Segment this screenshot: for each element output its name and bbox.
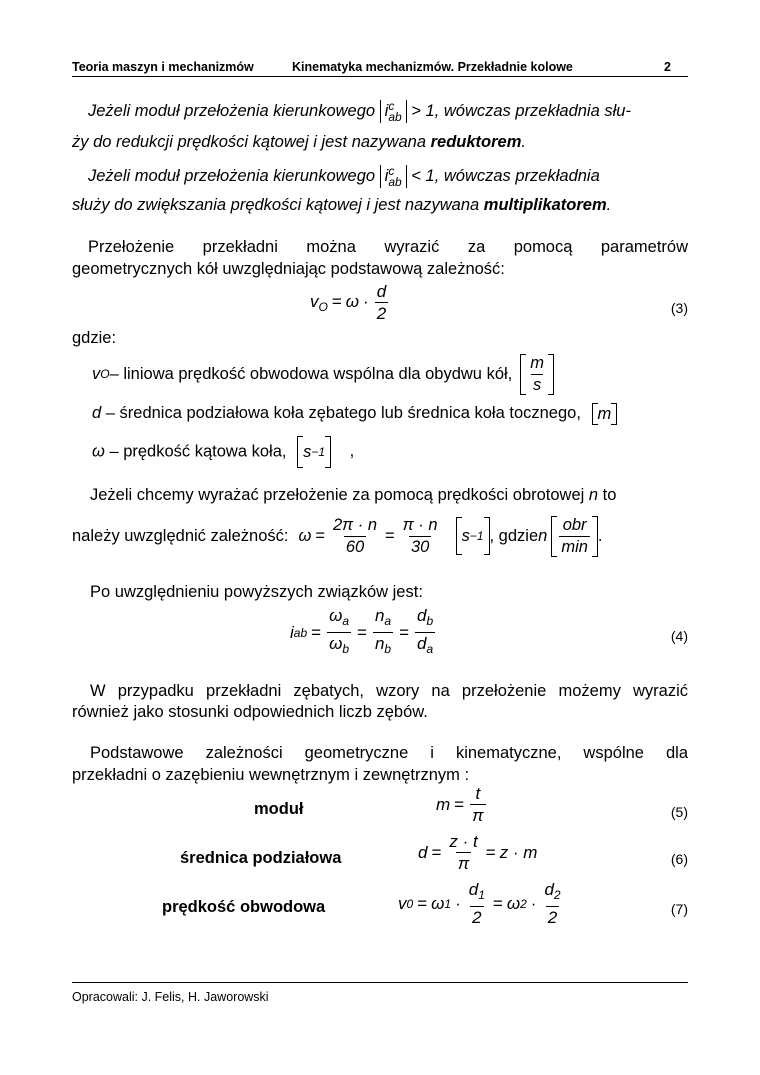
label-modul: moduł (254, 800, 304, 818)
header-center: Kinematyka mechanizmów. Przekładnie kolowe (292, 60, 573, 74)
para4-line1: Jeżeli chcemy wyrażać przełożenie za pomocą prędkości obrotowej n to (90, 486, 617, 504)
para5: Po uwzględnieniu powyższych związków jest: (90, 583, 423, 601)
def-d: d – średnica podziałowa koła zębatego lub średnica koła tocznego, m (92, 402, 617, 425)
eq-number-4: (4) (670, 628, 688, 644)
eq-number-6: (6) (670, 851, 688, 867)
term-multiplikator: multiplikatorem (483, 196, 607, 214)
para7-line2: przekładni o zazębieniu wewnętrznym i zewnętrznym : (72, 766, 470, 784)
unit-per-second-2: s −1 (456, 517, 490, 555)
header-left: Teoria maszyn i mechanizmów (72, 60, 254, 74)
equation-5: m = $\frac{t}{\pi}$ (436, 784, 484, 825)
footer-authors: Opracowali: J. Felis, H. Jaworowski (72, 990, 269, 1004)
gdzie-label: gdzie: (72, 329, 117, 347)
eq-number-7: (7) (670, 901, 688, 917)
unit-per-second: s −1 (297, 436, 331, 468)
para1-line2: ży do redukcji prędkości kątowej i jest nazywana reduktorem. (72, 133, 526, 151)
footer-rule (72, 982, 688, 983)
equation-6: d = $\frac{z \cdot t}{\pi}$ = z · m (418, 832, 538, 873)
para2-line1: Jeżeli moduł przełożenia kierunkowego i c ab < 1, wówczas przekładnia (88, 163, 600, 189)
unit-m: m (592, 403, 618, 425)
para1-text-b: , wówczas przekładnia słu- (434, 102, 631, 120)
equation-omega: ω = $\frac{2\pi \cdot n}{60}$ = $\frac{\pi \cdot n}{30}$ s −1 (298, 516, 489, 557)
para3-line1: Przełożenie przekładni można wyrazić za pomocą parametrów (88, 238, 688, 256)
label-predkosc: prędkość obwodowa (162, 898, 326, 916)
label-srednica: średnica podziałowa (180, 849, 342, 867)
para6-line2: również jako stosunki odpowiednich liczb zębów. (72, 703, 428, 721)
ineq-multiplikator: i c ab (380, 165, 407, 188)
ineq-gt: > 1 (411, 102, 435, 120)
para2-line2: służy do zwiększania prędkości kątowej i jest nazywana multiplikatorem. (72, 196, 612, 214)
unit-m-per-s: $\frac{m}{s}$ (520, 354, 554, 395)
para4-line2: należy uwzględnić zależność: ω = $\frac{2\pi \cdot n}{60}$ = $\frac{\pi \cdot n}{30}$ s −1 , gdzie n $\frac{\text{obr}}{\min}$ . (72, 515, 603, 556)
unit-obr-per-min: $\frac{\text{obr}}{\min}$ (551, 516, 598, 557)
ineq-reduktor: i c ab (380, 100, 407, 123)
term-reduktor: reduktorem (430, 133, 522, 151)
para1-text-a: Jeżeli moduł przełożenia kierunkowego (88, 102, 376, 120)
equation-3: $v_O = \omega$ · $\frac{d}{2}$ (310, 282, 387, 323)
def-omega: ω – prędkość kątowa koła, s −1 , (92, 436, 354, 468)
para6-line1: W przypadku przekładni zębatych, wzory na przełożenie możemy wyrazić (90, 682, 688, 700)
page-number: 2 (664, 60, 671, 74)
def-vo: v O – liniowa prędkość obwodowa wspólna dla obydwu kół, $\frac{m}{s}$ (92, 354, 554, 394)
para7-line1: Podstawowe zależności geometryczne i kinematyczne, wspólne dla (90, 744, 688, 762)
header-rule (72, 76, 688, 77)
equation-7: v 0 = ω 1 · $\frac{d_1}{2}$ = ω 2 · $\frac{d_2}{2}$ (398, 880, 561, 927)
equation-4: i ab = $\frac{\omega_a}{\omega_b}$ = $\frac{n_a}{n_b}$ = $\frac{d_b}{d_a}$ (290, 606, 437, 659)
eq-number-3: (3) (670, 300, 688, 316)
eq-number-5: (5) (670, 804, 688, 820)
para1-line1 (88, 100, 631, 123)
para3-line2: geometrycznych kół uwzględniając podstawową zależność: (72, 260, 505, 278)
